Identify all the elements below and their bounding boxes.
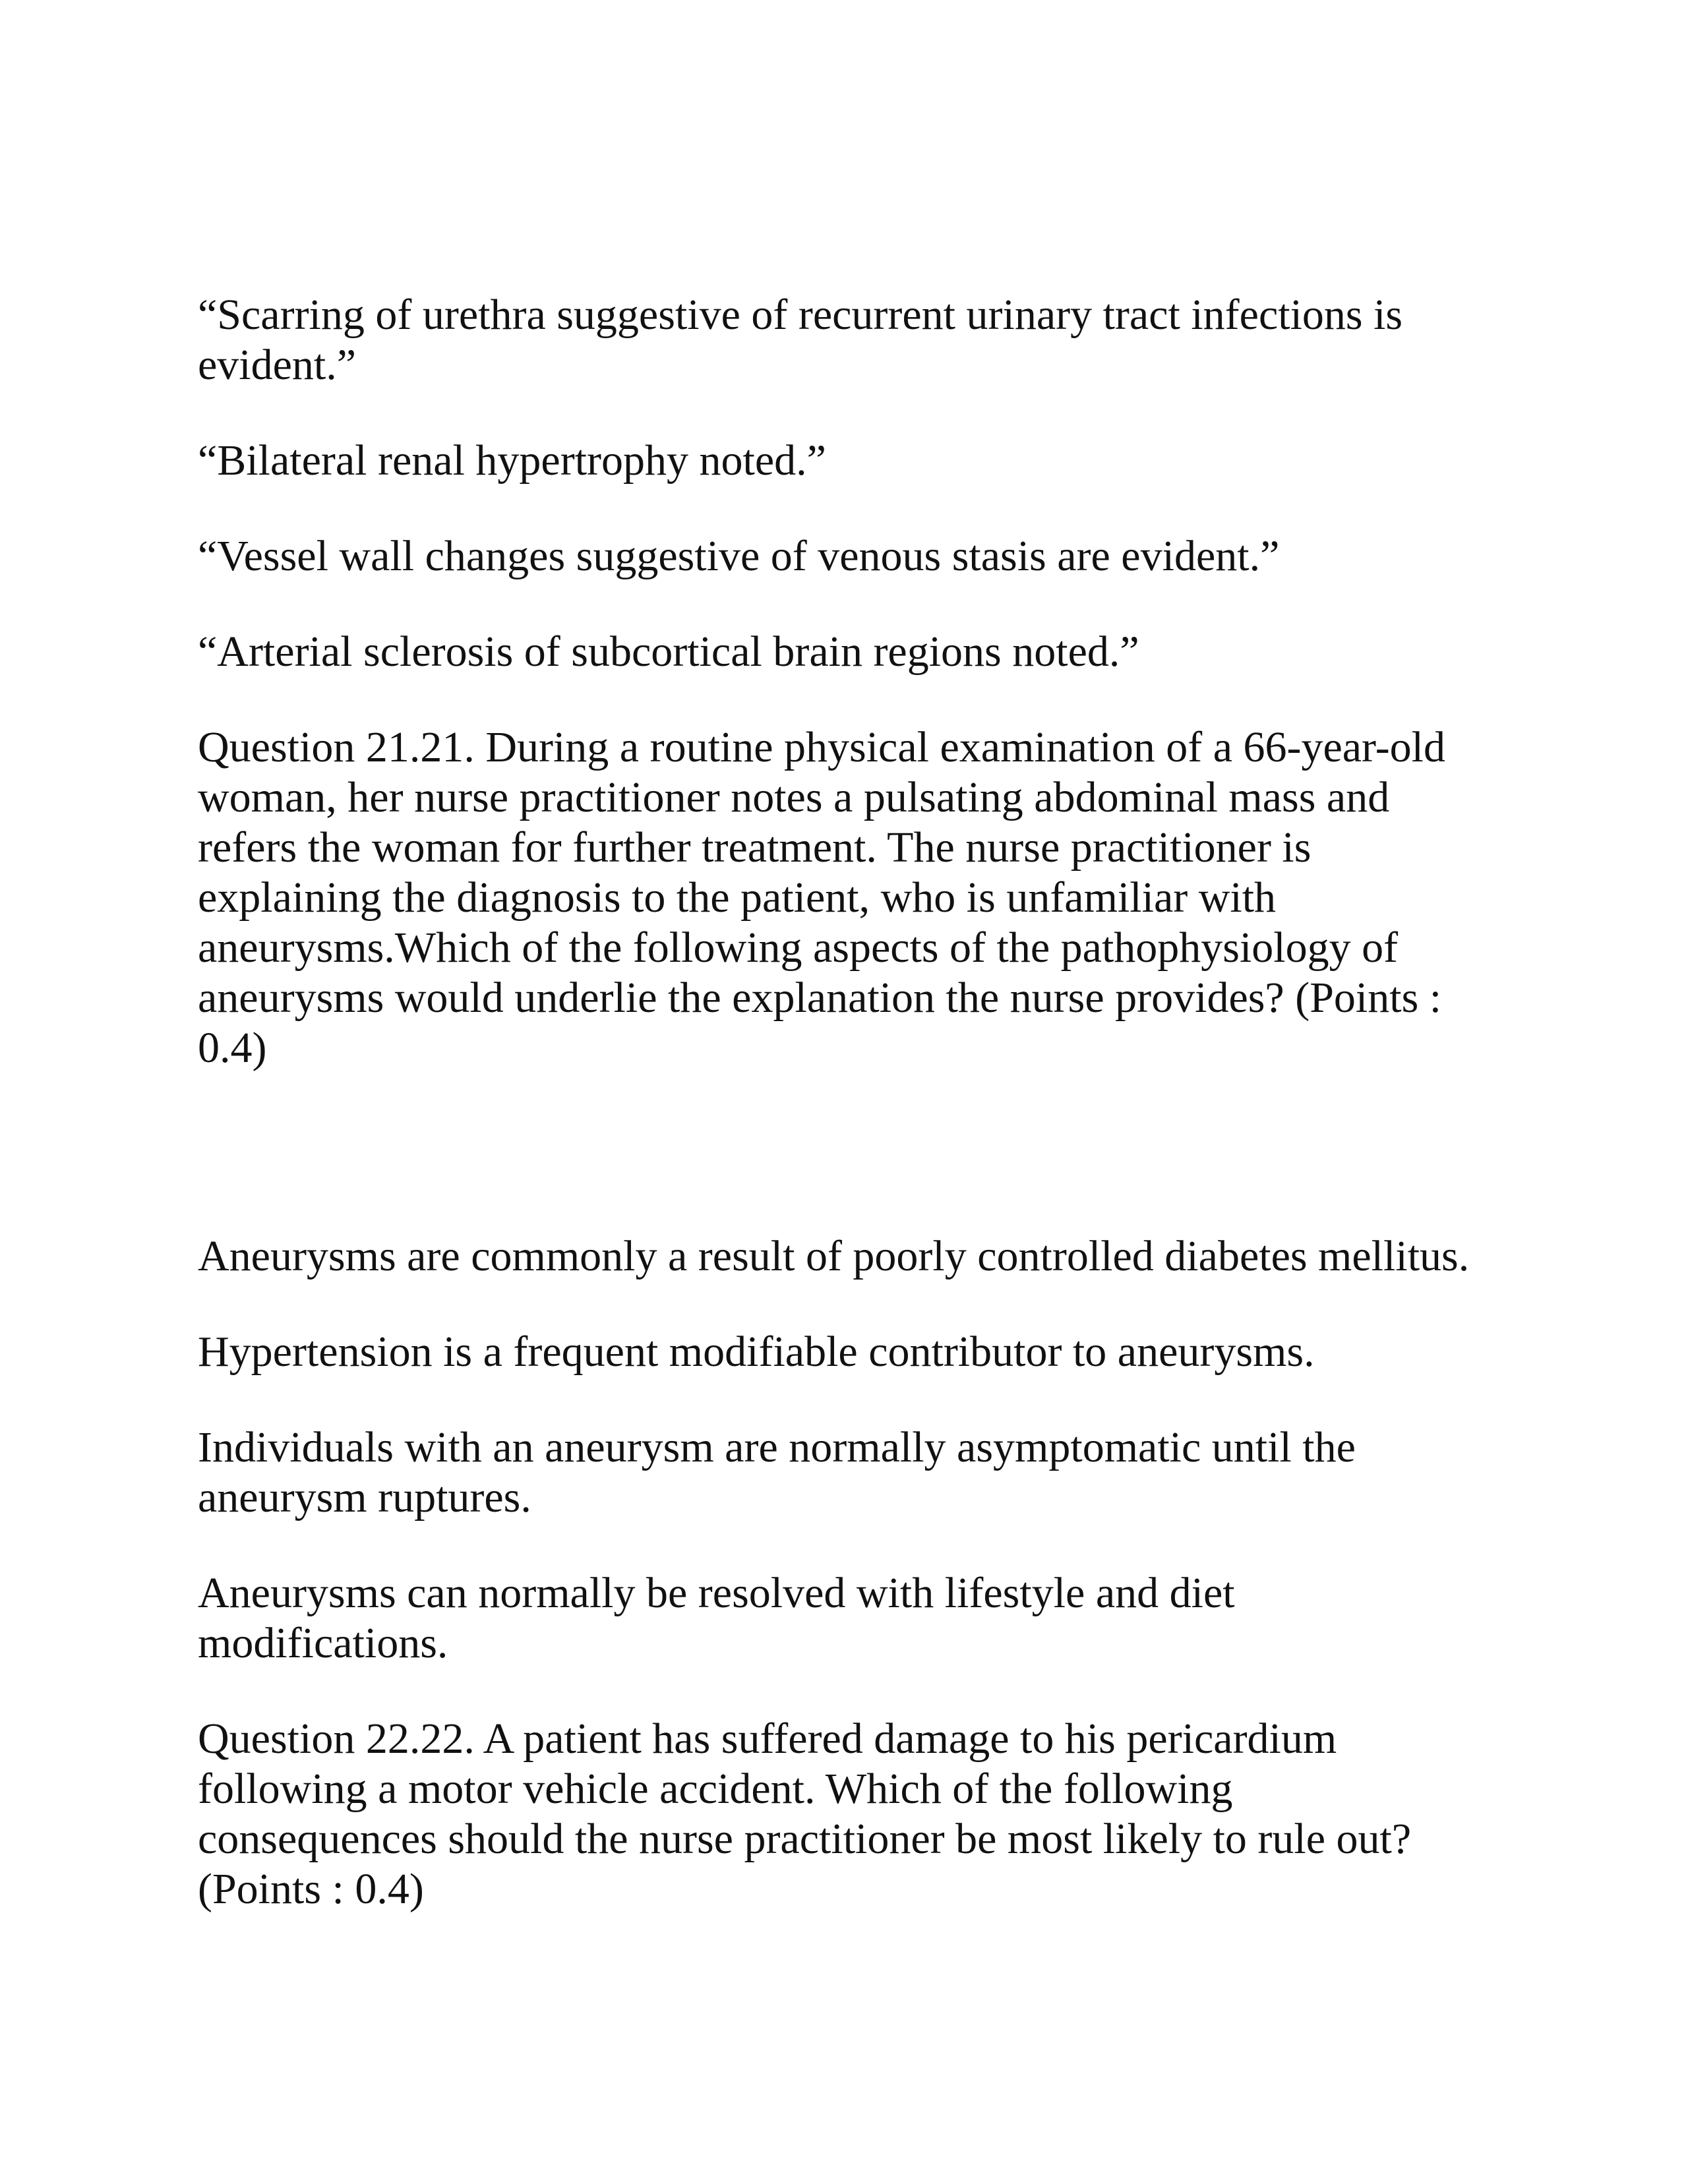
question-line: refers the woman for further treatment. The nurse practitioner is bbox=[198, 823, 1311, 871]
page-content bbox=[198, 290, 1517, 1960]
question-line: woman, her nurse practitioner notes a pulsating abdominal mass and bbox=[198, 773, 1390, 821]
answer-option-a bbox=[198, 290, 1517, 390]
option-line: “Arterial sclerosis of subcortical brain regions noted.” bbox=[198, 628, 1139, 676]
question-line: aneurysms.Which of the following aspects of the pathophysiology of bbox=[198, 924, 1399, 972]
option-line: Hypertension is a frequent modifiable contributor to aneurysms. bbox=[198, 1328, 1315, 1376]
question-line: aneurysms would underlie the explanation the nurse provides? (Points : bbox=[198, 974, 1442, 1022]
question-line: Question 21.21. During a routine physical examination of a 66-year-old bbox=[198, 723, 1446, 771]
question-21-option-c bbox=[198, 1423, 1517, 1523]
option-line: evident.” bbox=[198, 341, 357, 389]
option-line: modifications. bbox=[198, 1619, 448, 1667]
option-line: Individuals with an aneurysm are normally asymptomatic until the bbox=[198, 1423, 1356, 1471]
answer-option-c bbox=[198, 531, 1517, 581]
question-line: 0.4) bbox=[198, 1024, 267, 1072]
answer-option-d bbox=[198, 627, 1517, 677]
question-line: following a motor vehicle accident. Which of the following bbox=[198, 1765, 1233, 1813]
question-line: (Points : 0.4) bbox=[198, 1865, 424, 1913]
option-line: “Vessel wall changes suggestive of venous stasis are evident.” bbox=[198, 532, 1280, 580]
option-line: aneurysm ruptures. bbox=[198, 1473, 531, 1521]
question-line: Question 22.22. A patient has suffered damage to his pericardium bbox=[198, 1715, 1337, 1763]
question-22-text bbox=[198, 1714, 1517, 1914]
answer-option-b bbox=[198, 436, 1517, 486]
option-line: Aneurysms can normally be resolved with lifestyle and diet bbox=[198, 1569, 1235, 1617]
question-line: consequences should the nurse practitioner be most likely to rule out? bbox=[198, 1815, 1412, 1863]
question-21-option-b bbox=[198, 1327, 1517, 1377]
option-line: “Bilateral renal hypertrophy noted.” bbox=[198, 436, 826, 485]
question-line: explaining the diagnosis to the patient, who is unfamiliar with bbox=[198, 873, 1277, 922]
option-line: Aneurysms are commonly a result of poorly controlled diabetes mellitus. bbox=[198, 1232, 1470, 1280]
question-21-option-a bbox=[198, 1231, 1517, 1282]
question-21-option-d bbox=[198, 1568, 1517, 1668]
option-line: “Scarring of urethra suggestive of recurrent urinary tract infections is bbox=[198, 291, 1403, 339]
question-21-text bbox=[198, 723, 1517, 1073]
